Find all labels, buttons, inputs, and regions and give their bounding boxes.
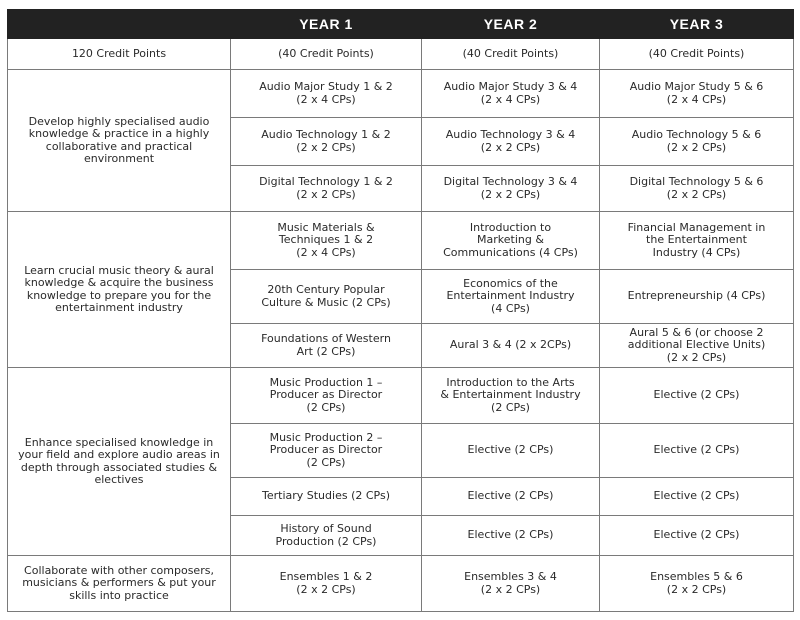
unit-cell: Ensembles 1 & 2 (2 x 2 CPs) <box>231 556 422 612</box>
unit-cell: Entrepreneurship (4 CPs) <box>600 270 794 324</box>
unit-cell: Music Production 1 – Producer as Director (2 CPs) <box>231 368 422 424</box>
year-1-credit-points: (40 Credit Points) <box>231 39 422 70</box>
total-credit-points: 120 Credit Points <box>8 39 231 70</box>
year-1-header: YEAR 1 <box>231 10 422 39</box>
table-row <box>8 368 794 424</box>
unit-cell: Music Production 2 – Producer as Director (2 CPs) <box>231 424 422 478</box>
credit-points-row <box>8 39 794 70</box>
unit-cell: Introduction to Marketing & Communications (4 CPs) <box>422 212 600 270</box>
unit-cell: Aural 5 & 6 (or choose 2 additional Elective Units) (2 x 2 CPs) <box>600 324 794 368</box>
unit-cell: Tertiary Studies (2 CPs) <box>231 478 422 516</box>
theme-music-theory-business: Learn crucial music theory & aural knowledge & acquire the business knowledge to prepare you for the entertainment industry <box>8 212 231 368</box>
unit-cell: Elective (2 CPs) <box>600 478 794 516</box>
year-3-credit-points: (40 Credit Points) <box>600 39 794 70</box>
course-structure-table <box>7 9 794 612</box>
table-row <box>8 556 794 612</box>
unit-cell: Elective (2 CPs) <box>422 424 600 478</box>
unit-cell: Digital Technology 1 & 2 (2 x 2 CPs) <box>231 166 422 212</box>
unit-cell: Audio Major Study 5 & 6 (2 x 4 CPs) <box>600 70 794 118</box>
year-header-row <box>8 10 794 39</box>
theme-collaborate: Collaborate with other composers, musicians & performers & put your skills into practice <box>8 556 231 612</box>
header-corner-cell <box>8 10 231 39</box>
unit-cell: Elective (2 CPs) <box>600 424 794 478</box>
unit-cell: History of Sound Production (2 CPs) <box>231 516 422 556</box>
unit-cell: Foundations of Western Art (2 CPs) <box>231 324 422 368</box>
unit-cell: Music Materials & Techniques 1 & 2 (2 x 4 CPs) <box>231 212 422 270</box>
unit-cell: Audio Technology 1 & 2 (2 x 2 CPs) <box>231 118 422 166</box>
unit-cell: Financial Management in the Entertainment Industry (4 CPs) <box>600 212 794 270</box>
table-row <box>8 212 794 270</box>
year-2-header: YEAR 2 <box>422 10 600 39</box>
unit-cell: Elective (2 CPs) <box>422 516 600 556</box>
theme-audio-knowledge: Develop highly specialised audio knowledge & practice in a highly collaborative and practical environment <box>8 70 231 212</box>
unit-cell: Audio Major Study 1 & 2 (2 x 4 CPs) <box>231 70 422 118</box>
unit-cell: Elective (2 CPs) <box>422 478 600 516</box>
unit-cell: Ensembles 3 & 4 (2 x 2 CPs) <box>422 556 600 612</box>
unit-cell: Introduction to the Arts & Entertainment Industry (2 CPs) <box>422 368 600 424</box>
theme-specialised-knowledge: Enhance specialised knowledge in your field and explore audio areas in depth through associated studies & electives <box>8 368 231 556</box>
unit-cell: Digital Technology 3 & 4 (2 x 2 CPs) <box>422 166 600 212</box>
unit-cell: Elective (2 CPs) <box>600 368 794 424</box>
unit-cell: Ensembles 5 & 6 (2 x 2 CPs) <box>600 556 794 612</box>
unit-cell: Audio Major Study 3 & 4 (2 x 4 CPs) <box>422 70 600 118</box>
year-3-header: YEAR 3 <box>600 10 794 39</box>
unit-cell: Elective (2 CPs) <box>600 516 794 556</box>
unit-cell: Audio Technology 5 & 6 (2 x 2 CPs) <box>600 118 794 166</box>
table-row <box>8 70 794 118</box>
unit-cell: Audio Technology 3 & 4 (2 x 2 CPs) <box>422 118 600 166</box>
unit-cell: Digital Technology 5 & 6 (2 x 2 CPs) <box>600 166 794 212</box>
unit-cell: Aural 3 & 4 (2 x 2CPs) <box>422 324 600 368</box>
year-2-credit-points: (40 Credit Points) <box>422 39 600 70</box>
unit-cell: 20th Century Popular Culture & Music (2 CPs) <box>231 270 422 324</box>
course-structure-wrapper <box>7 9 793 612</box>
unit-cell: Economics of the Entertainment Industry (4 CPs) <box>422 270 600 324</box>
